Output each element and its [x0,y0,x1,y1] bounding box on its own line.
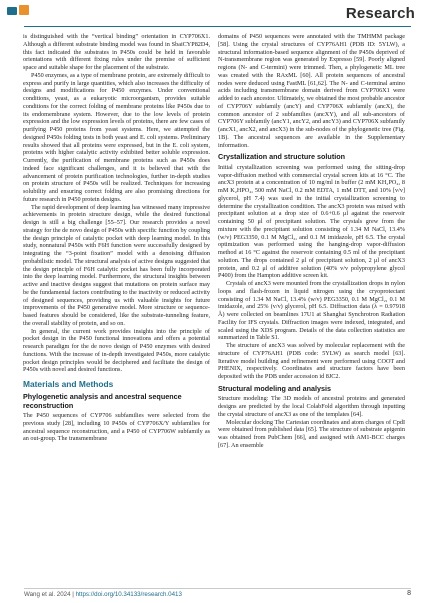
footer-citation [24,591,182,598]
paragraph: Molecular docking The Cartesian coordinates and atom charges of CpdI were obtained from published data [65]. The structure of substrate apigenin was obtained from PubChem [66], and assigned with AM1-BCC charges [67]. An ensemble [218,418,405,449]
footer-rule [24,588,411,589]
paragraph: The structure of ancX3 was solved by molecular replacement with the structure of CYP76AH1 (PDB code: 5YLW) as search model [63]. Iterative model building and refinement were performed using COOT and PHENIX, respectively. Coordinates and structure factors have been deposited with the PDB under accession id 8JC2. [218,342,405,380]
section-heading: Materials and Methods [23,379,114,389]
page-number: 8 [407,590,411,597]
journal-section-title: Research [345,5,415,22]
paragraph: The P450 sequences of CYP706 subfamilies were selected from the previous study [28], including 10 P450s of CYP706X/Y subfamilies for ancestral sequence reconstruction, and a P450 of CYP706W subfamily as an out-group. The transmembrane [23,412,210,443]
paragraph: Crystals of ancX3 were mounted from the crystallization drops in nylon loops and flash-frozen in liquid nitrogen using the cryoprotectant consisting of 1.34 M NaCl, 13.4% (w/v) PEG3350, 0.1 M MgCl₂, 0.1 M imidazole, and 25% (v/v) glycerol, pH 6.5. Diffraction data (λ = 0.97918 Å) were collected on beamlines 17U1 at Shanghai Synchrotron Radiation Facility for IFS crystals. Diffraction images were indexed, integrated, and scaled using the XDS program. Details of the data collection statistics are summarized in Table S1. [218,280,405,342]
journal-logo [7,4,31,17]
paragraph: Initial crystallization screening was performed using the sitting-drop vapor-diffusion method with commercial crystal screen kits at 16 °C. The ancX3 protein at a concentration of 10 mg/ml in buffer (2 mM KH₂PO₄, 8 mM K₂HPO₄, 500 mM NaCl, 0.2 mM EDTA, 1 mM DTT, and 10% [v/v] glycerol, pH 7.4) was used in the initial crystallization screening to determine the crystallization condition. The ancX3 protein was mixed with precipitant solution at a drop size of 0.6+0.6 μl against the reservoir containing 50 μl of precipitant solution. The crystals grew from the mixture with the precipitant solution consisting of 1.34 M NaCl, 13.4% (w/v) PEG3350, 0.1 M MgCl₂, and 0.1 M imidazole, pH 6.5. The crystal optimization was performed using the hanging-drop vapor-diffusion method at 16 °C against the reservoir containing 0.5 ml of the precipitant solution. The drops contained 2 μl of precipitant solution, 2 μl of ancX3 protein, and 0.2 μl of additive solution (40% v/v polypropylene glycol P400) from the Hampton additive screen kit. [218,163,405,280]
right-column [218,33,405,450]
header-rule [24,26,411,27]
left-column [23,33,210,443]
subsection-heading: Structural modeling and analysis [218,383,332,393]
page-header [0,0,427,22]
paragraph: The rapid development of deep learning has witnessed many impressive achievements in protein structure design, while the desired functional design is still a big challenge [55–57]. Our research provides a novel strategy for the de novo design of P450s with specific function by coupling the design principle of catalytic pocket with deep learning model. In this study, nonnatural P450s with F6H function were successfully designed by integrating the “3-point fixation” model with a denoising diffusion probabilistic model. The structural analysis of active designs suggested that the design principle of F6H catalytic pocket has been fully incorporated into the deep learning model. Furthermore, the structural insights between active and inactive designs suggest that mutations on protein surface may be the fundamental factors contributing to the inactivity or reduced activity of designed sequences, providing us with valuable insights for future improvements of the P450 generative model. More structure or sequence-based features should be considered, like the substrate-tunneling feature, the overall stability of protein, and so on. [23,203,210,327]
subsection-heading: Crystallization and structure solution [218,152,345,162]
paragraph: In general, the current work provides insights into the principle of pocket design in the P450 functional innovations and offers a potential research paradigm for the de novo design of P450 enzymes with desired functions. With the increase of in-depth investigated P450s, more catalytic pocket design principles would be deciphered and facilitate the design of P450s with novel and desired functions. [23,327,210,374]
paragraph: Structure modeling: The 3D models of ancestral proteins and generated designs are predicted by the local ColabFold algorithm through inputting the crystal structure of ancX3 as one of the templates [64]. [218,395,405,418]
doi-link[interactable]: https://doi.org/10.34133/research.0413 [75,591,182,598]
paragraph: domains of P450 sequences were annotated with the TMHMM package [58]. Using the crystal structures of CYP76AH1 (PDB ID: 5YLW), a structural information-based sequence alignment of the P450s deprived of N-transmembrane region was generated by Expresso [59]. Poorly aligned regions (N- and C-termini) were trimmed. Then, a phylogenetic ML tree was created with the RAxML [60]. All protein sequences of ancestral nodes were deduced using FastML [61,62]. The N- and C-terminal amino acids including transmembrane domain derived from CYP706X1 were added to each ancestor. Ultimately, we obtained the most probable ancestor of CYP706Y subfamily (ancY) and CYP706X subfamily (ancX), the common ancestor of 2 subfamilies (ancXY), and all sub-ancestors of CYP706Y subfamily (ancY1, ancY2, and ancY3) and CYP706X subfamily (ancX1, ancX2, and ancX3) in the sub-nodes of the phylogenetic tree (Fig. 1B). The ancestral sequences are available in the Supplementary information. [218,33,405,149]
citation-text: Wang et al. 2024 | [24,591,76,598]
paragraph: P450 enzymes, as a type of membrane protein, are extremely difficult to express and purify in large quantities, which also increases the difficulty of designs and modifications for P450 enzymes. Under conventional conditions, yeast, as a eukaryotic microorganism, provides suitable conditions for the correct folding of membrane proteins like P450s due to its endomembrane system. However, due to the low levels of protein expression and the low expression levels of proteins, there are few cases of purifying P450 proteins from yeast systems. Here, we attempted the designed P450s folding tests in both yeast and E. coli systems. Preliminary results showed that all proteins were expressed, but in the E. coli system, proteins with higher catalytic activity exhibited better soluble expression. Currently, the purification of membrane proteins such as P450s does indeed face significant challenges, and it is believed that with the advancement of protein purification technologies, further in-depth studies on protein structure of P450s will be realized. Techniques for increasing solubility and ensuring correct folding are also promising directions for future research in P450 protein designs. [23,71,210,203]
subsection-heading: Phylogenetic analysis and ancestral sequence reconstruction [23,392,182,410]
paragraph: is distinguished with the “vertical binding” orientation in CYP706X1. Although a different substrate binding model was found in SbaiCYP82D4, this fact indicated the substrates in P450s could be held in favorable orientations with different fixing rules under the premise of sufficient space and suitable shape for the placement of the substrate. [23,33,210,71]
